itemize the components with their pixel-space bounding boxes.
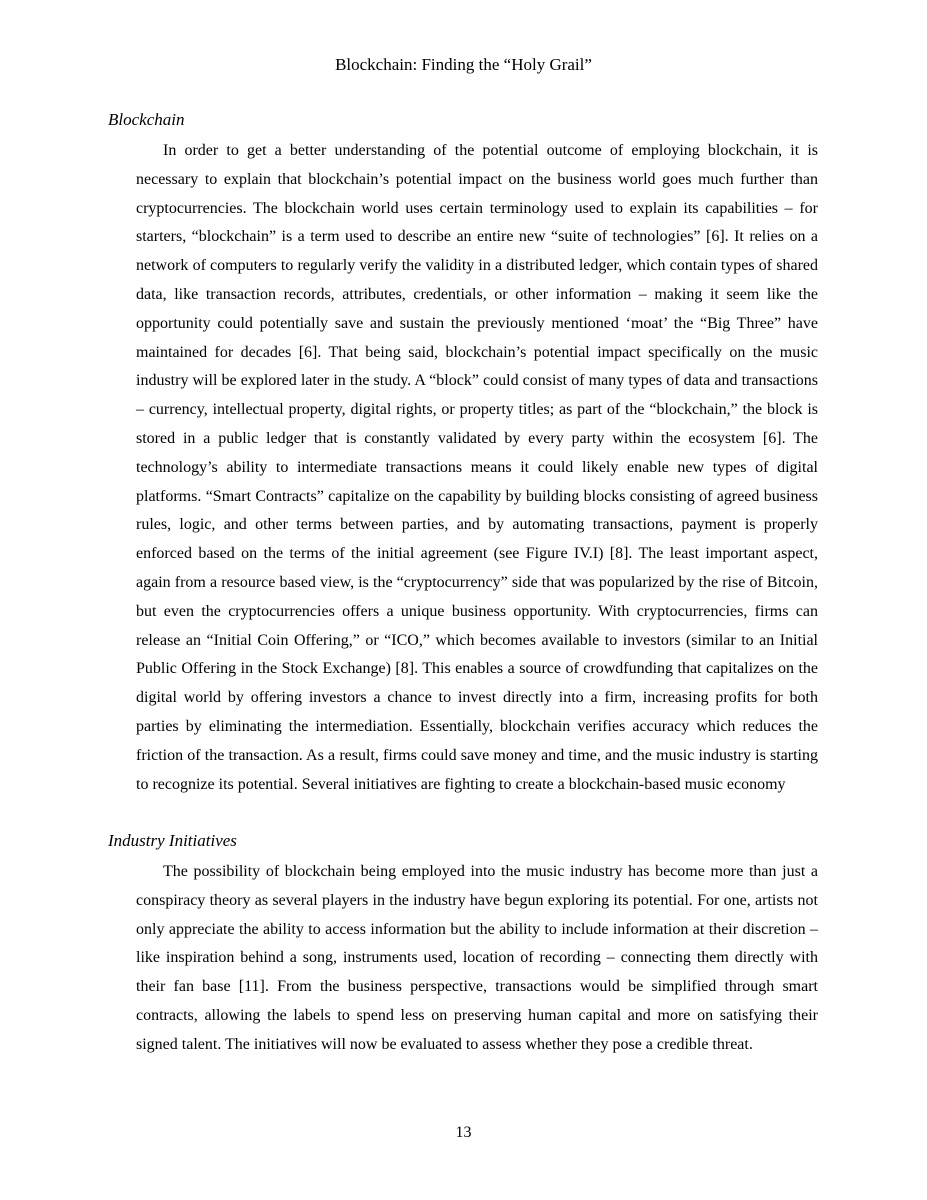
section-heading-industry-initiatives: Industry Initiatives bbox=[108, 831, 237, 850]
section-heading-blockchain: Blockchain bbox=[108, 110, 185, 129]
body-paragraph-blockchain: In order to get a better understanding of the potential outcome of employing blockchain, it is necessary to explain that blockchain’s potential impact on the business world goes much further than cryptocurrencies. The blockchain world uses certain terminology used to explain its capabilities – for starters, “blockchain” is a term used to describe an entire new “suite of technologies” [6]. It relies on a network of computers to regularly verify the validity in a distributed ledger, which contain types of shared data, like transaction records, attributes, credentials, or other information – making it seem like the opportunity could potentially save and sustain the previously mentioned ‘moat’ the “Big Three” have maintained for decades [6]. That being said, blockchain’s potential impact specifically on the music industry will be explored later in the study. A “block” could consist of many types of data and transactions – currency, intellectual property, digital rights, or property titles; as part of the “blockchain,” the block is stored in a public ledger that is constantly validated by every party within the ecosystem [6]. The technology’s ability to intermediate transactions means it could likely enable new types of digital platforms. “Smart Contracts” capitalize on the capability by building blocks consisting of agreed business rules, logic, and other terms between parties, and by automating transactions, payment is properly enforced based on the terms of the initial agreement (see Figure IV.I) [8]. The least important aspect, again from a resource based view, is the “cryptocurrency” side that was popularized by the rise of Bitcoin, but even the cryptocurrencies offers a unique business opportunity. With cryptocurrencies, firms can release an “Initial Coin Offering,” or “ICO,” which becomes available to investors (similar to an Initial Public Offering in the Stock Exchange) [8]. This enables a source of crowdfunding that capitalizes on the digital world by offering investors a chance to invest directly into a firm, increasing profits for both parties by eliminating the intermediation. Essentially, blockchain verifies accuracy which reduces the friction of the transaction. As a result, firms could save money and time, and the music industry is starting to recognize its potential. Several initiatives are fighting to create a blockchain-based music economy bbox=[136, 142, 818, 793]
body-paragraph-industry-initiatives: The possibility of blockchain being employed into the music industry has become more than just a conspiracy theory as several players in the industry have begun exploring its potential. For one, artists not only appreciate the ability to access information but the ability to include information at their discretion – like inspiration behind a song, instruments used, location of recording – connecting them directly with their fan base [11]. From the business perspective, transactions would be simplified through smart contracts, allowing the labels to spend less on preserving human capital and more on satisfying their signed talent. The initiatives will now be evaluated to assess whether they pose a credible threat. bbox=[136, 863, 818, 1053]
running-header: Blockchain: Finding the “Holy Grail” bbox=[335, 55, 592, 74]
page-number: 13 bbox=[455, 1124, 472, 1141]
